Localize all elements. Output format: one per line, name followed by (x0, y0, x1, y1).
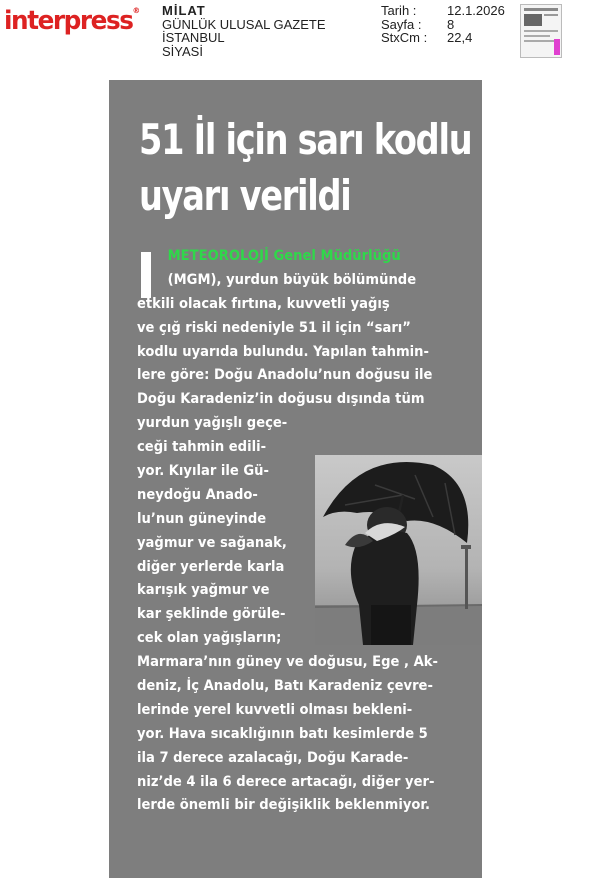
body-line: karışık yağmur ve (137, 581, 270, 599)
article-headline: 51 İl için sarı kodlu uyarı verildi (139, 115, 472, 220)
interpress-logo: interpress® (4, 6, 141, 36)
body-line: lere göre: Doğu Anadolu’nun doğusu ile (137, 366, 433, 384)
publication-city: İSTANBUL (162, 30, 225, 45)
body-line: lu’nun güneyinde (137, 509, 267, 527)
body-line: Marmara’nın güney ve doğusu, Ege , Ak- (137, 653, 438, 671)
body-line: ceği tahmin edili- (137, 438, 267, 456)
body-line: yor. Hava sıcaklığının batı kesimlerde 5 (137, 724, 428, 742)
body-line: neydoğu Anado- (137, 485, 258, 503)
news-clipping (109, 80, 482, 878)
body-line: kodlu uyarıda bulundu. Yapılan tahmin- (137, 342, 429, 360)
body-line: Doğu Karadeniz’in doğusu dışında tüm (137, 390, 425, 408)
body-line: niz’de 4 ila 6 derece artacağı, diğer yer- (137, 772, 435, 790)
body-line: cek olan yağışların; (137, 629, 282, 647)
body-line: etkili olacak fırtına, kuvvetli yağış (137, 294, 390, 312)
umbrella-photo-graphic (315, 455, 482, 645)
body-line: lerinde yerel kuvvetli olması bekleni- (137, 700, 413, 718)
body-line: diğer yerlerde karla (137, 557, 285, 575)
body-line-lead: METEOROLOJİ Genel Müdürlüğü (167, 247, 401, 264)
page-thumbnail[interactable] (520, 4, 562, 58)
body-line: ve çığ riski nedeniyle 51 il için “sarı” (137, 318, 411, 336)
body-line: ila 7 derece azalacağı, Doğu Karade- (137, 748, 409, 766)
body-line: lerde önemli bir değişiklik beklenmiyor. (137, 796, 431, 814)
body-line: yor. Kıyılar ile Gü- (137, 462, 269, 480)
publication-name: MİLAT (162, 3, 206, 18)
body-line: (MGM), yurdun büyük bölümünde (167, 270, 417, 288)
body-line: deniz, İç Anadolu, Batı Karadeniz çevre- (137, 677, 433, 695)
body-line: kar şeklinde görüle- (137, 605, 286, 623)
publication-meta (162, 4, 326, 58)
publication-type: GÜNLÜK ULUSAL GAZETE (162, 16, 326, 32)
body-line: yağmur ve sağanak, (137, 533, 287, 551)
body-line: yurdun yağışlı geçe- (137, 414, 288, 432)
publication-category: SİYASİ (162, 43, 203, 59)
umbrella-photo (315, 455, 482, 645)
